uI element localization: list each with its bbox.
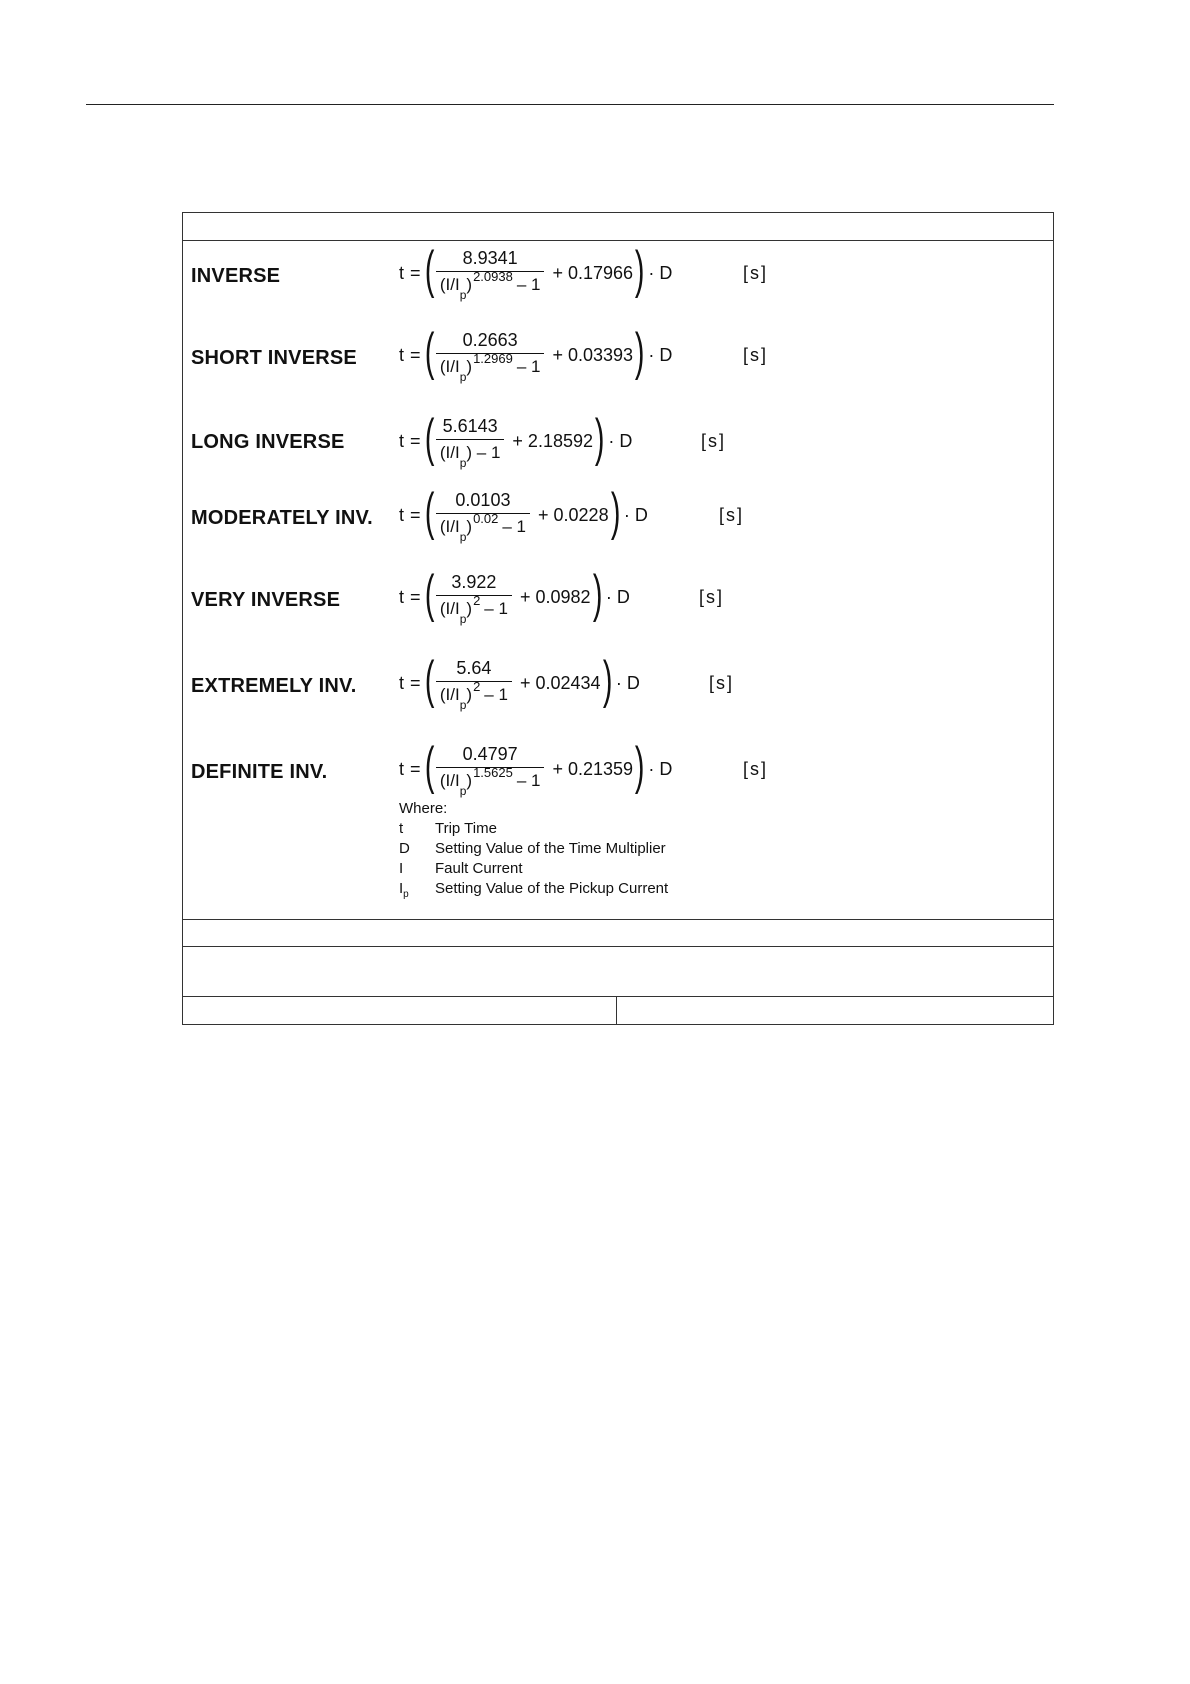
- ratio-close: ) – 1: [466, 443, 501, 463]
- multiplier-term: · D: [615, 672, 640, 693]
- equals-sign: =: [410, 586, 421, 607]
- multiplier-term: · D: [623, 504, 648, 525]
- exponent: 1.5625: [473, 765, 513, 781]
- var-t: t: [399, 672, 405, 693]
- var-t: t: [399, 344, 405, 365]
- constant-term: + 0.02434: [519, 672, 601, 693]
- curve-formula: [399, 739, 678, 799]
- right-paren: ): [592, 565, 602, 623]
- minus-one: – 1: [516, 357, 541, 377]
- constant-term: + 0.03393: [552, 344, 634, 365]
- multiplier-term: · D: [648, 758, 673, 779]
- curve-row-inverse: [183, 243, 1053, 303]
- var-t: t: [399, 430, 405, 451]
- legend-desc: Setting Value of the Pickup Current: [435, 880, 669, 897]
- left-paren: (: [424, 241, 434, 299]
- legend-item: [399, 859, 668, 879]
- denominator: [436, 765, 545, 798]
- curve-row-definite-inv: [183, 739, 1053, 799]
- curve-name: VERY INVERSE: [191, 589, 341, 611]
- equals-sign: =: [410, 262, 421, 283]
- exponent: 2.0938: [473, 269, 513, 285]
- ratio-sub: p: [459, 369, 467, 384]
- minus-one: – 1: [516, 771, 541, 791]
- unit-label: [s]: [743, 344, 769, 365]
- var-t: t: [399, 504, 405, 525]
- ratio-base: (I/I: [439, 275, 460, 295]
- ratio-close: ): [466, 357, 473, 377]
- equals-sign: =: [410, 504, 421, 525]
- ratio-sub: p: [459, 529, 467, 544]
- curve-name: EXTREMELY INV.: [191, 675, 357, 697]
- ratio-sub: p: [459, 455, 467, 470]
- right-paren: ): [610, 483, 621, 541]
- denominator: [436, 439, 505, 470]
- ratio-close: ): [466, 771, 473, 791]
- minus-one: – 1: [502, 517, 527, 537]
- legend: [399, 799, 668, 905]
- right-paren: ): [634, 323, 645, 381]
- equals-sign: =: [410, 672, 421, 693]
- minus-one: – 1: [516, 275, 541, 295]
- legend-desc: Fault Current: [435, 860, 523, 877]
- equals-sign: =: [410, 344, 421, 365]
- right-paren: ): [634, 737, 645, 795]
- multiplier-term: · D: [605, 586, 630, 607]
- unit-label: [s]: [701, 430, 727, 451]
- legend-item: [399, 879, 668, 905]
- exponent: 2: [473, 593, 481, 609]
- ratio-close: ): [466, 599, 473, 619]
- curve-row-extremely-inv: [183, 653, 1053, 713]
- ratio-close: ): [466, 517, 473, 537]
- var-t: t: [399, 262, 405, 283]
- denominator: [436, 593, 512, 626]
- ratio-base: (I/I: [439, 685, 460, 705]
- legend-item: [399, 839, 668, 859]
- table-header-divider: [183, 240, 1053, 241]
- legend-symbol: I: [399, 860, 404, 877]
- curve-row-very-inverse: [183, 567, 1053, 627]
- curve-row-moderately-inv: [183, 485, 1053, 545]
- unit-label: [s]: [709, 672, 735, 693]
- legend-desc: Trip Time: [435, 820, 497, 837]
- left-paren: (: [424, 737, 434, 795]
- equals-sign: =: [410, 758, 421, 779]
- right-paren: ): [594, 409, 605, 467]
- curves-table: [182, 212, 1054, 1025]
- legend-symbol: [399, 879, 435, 905]
- legend-item: [399, 819, 668, 839]
- constant-term: + 2.18592: [512, 430, 593, 451]
- numerator: 0.4797: [462, 744, 518, 765]
- curve-formula: [399, 325, 678, 385]
- var-t: t: [399, 758, 405, 779]
- constant-term: + 0.21359: [552, 758, 634, 779]
- fraction: [436, 416, 505, 470]
- numerator: 0.0103: [455, 490, 511, 511]
- numerator: 0.2663: [462, 330, 518, 351]
- curve-row-short-inverse: [183, 325, 1053, 385]
- legend-symbol-base: I: [399, 880, 404, 897]
- ratio-close: ): [466, 275, 473, 295]
- multiplier-term: · D: [608, 430, 633, 451]
- numerator: 5.64: [456, 658, 492, 679]
- right-paren: ): [634, 241, 645, 299]
- curve-row-long-inverse: [183, 411, 1053, 471]
- equals-sign: =: [410, 430, 421, 451]
- fraction: [436, 248, 545, 302]
- table-divider-2: [183, 946, 1053, 947]
- ratio-base: (I/I: [439, 771, 460, 791]
- ratio-base: (I/I: [439, 599, 460, 619]
- header-rule: [86, 104, 1054, 105]
- curve-formula: [399, 411, 638, 471]
- multiplier-term: · D: [648, 262, 673, 283]
- legend-desc: Setting Value of the Time Multiplier: [435, 840, 666, 857]
- constant-term: + 0.0982: [519, 586, 591, 607]
- ratio-sub: p: [459, 611, 467, 626]
- curve-formula: [399, 243, 678, 303]
- left-paren: (: [424, 565, 434, 623]
- legend-symbol: t: [399, 820, 404, 837]
- unit-label: [s]: [719, 504, 745, 525]
- fraction: [436, 330, 545, 384]
- left-paren: (: [424, 483, 434, 541]
- curve-formula: [399, 653, 646, 713]
- curve-name: DEFINITE INV.: [191, 761, 328, 783]
- curve-formula: [399, 567, 636, 627]
- table-divider-1: [183, 919, 1053, 920]
- multiplier-term: · D: [648, 344, 673, 365]
- minus-one: – 1: [484, 685, 508, 705]
- left-paren: (: [424, 651, 434, 709]
- fraction: [436, 658, 512, 712]
- exponent: 2: [473, 679, 481, 695]
- ratio-sub: p: [459, 287, 467, 302]
- curve-formula: [399, 485, 654, 545]
- numerator: 8.9341: [462, 248, 518, 269]
- unit-label: [s]: [743, 758, 769, 779]
- ratio-base: (I/I: [439, 517, 460, 537]
- denominator: [436, 511, 530, 544]
- curve-name: SHORT INVERSE: [191, 347, 357, 369]
- var-t: t: [399, 586, 405, 607]
- denominator: [436, 679, 512, 712]
- ratio-base: (I/I: [439, 357, 460, 377]
- left-paren: (: [424, 409, 434, 467]
- legend-symbol-sub: p: [403, 889, 409, 900]
- fraction: [436, 744, 545, 798]
- ratio-sub: p: [459, 697, 467, 712]
- numerator: 3.922: [451, 572, 497, 593]
- curve-name: MODERATELY INV.: [191, 507, 373, 529]
- exponent: 0.02: [473, 511, 499, 527]
- ratio-base: (I/I: [439, 443, 460, 463]
- curve-name: INVERSE: [191, 265, 281, 287]
- denominator: [436, 269, 545, 302]
- ratio-sub: p: [459, 783, 467, 798]
- ratio-close: ): [466, 685, 473, 705]
- legend-symbol: D: [399, 840, 410, 857]
- minus-one: – 1: [484, 599, 508, 619]
- table-divider-3: [183, 996, 1053, 997]
- right-paren: ): [602, 651, 612, 709]
- fraction: [436, 490, 530, 544]
- fraction: [436, 572, 512, 626]
- constant-term: + 0.0228: [538, 504, 609, 525]
- denominator: [436, 351, 545, 384]
- curve-name: LONG INVERSE: [191, 431, 345, 453]
- exponent: 1.2969: [473, 351, 513, 367]
- unit-label: [s]: [699, 586, 725, 607]
- legend-title: Where:: [399, 800, 448, 817]
- unit-label: [s]: [743, 262, 769, 283]
- constant-term: + 0.17966: [552, 262, 634, 283]
- numerator: 5.6143: [442, 416, 498, 437]
- left-paren: (: [424, 323, 434, 381]
- table-column-divider: [616, 996, 617, 1025]
